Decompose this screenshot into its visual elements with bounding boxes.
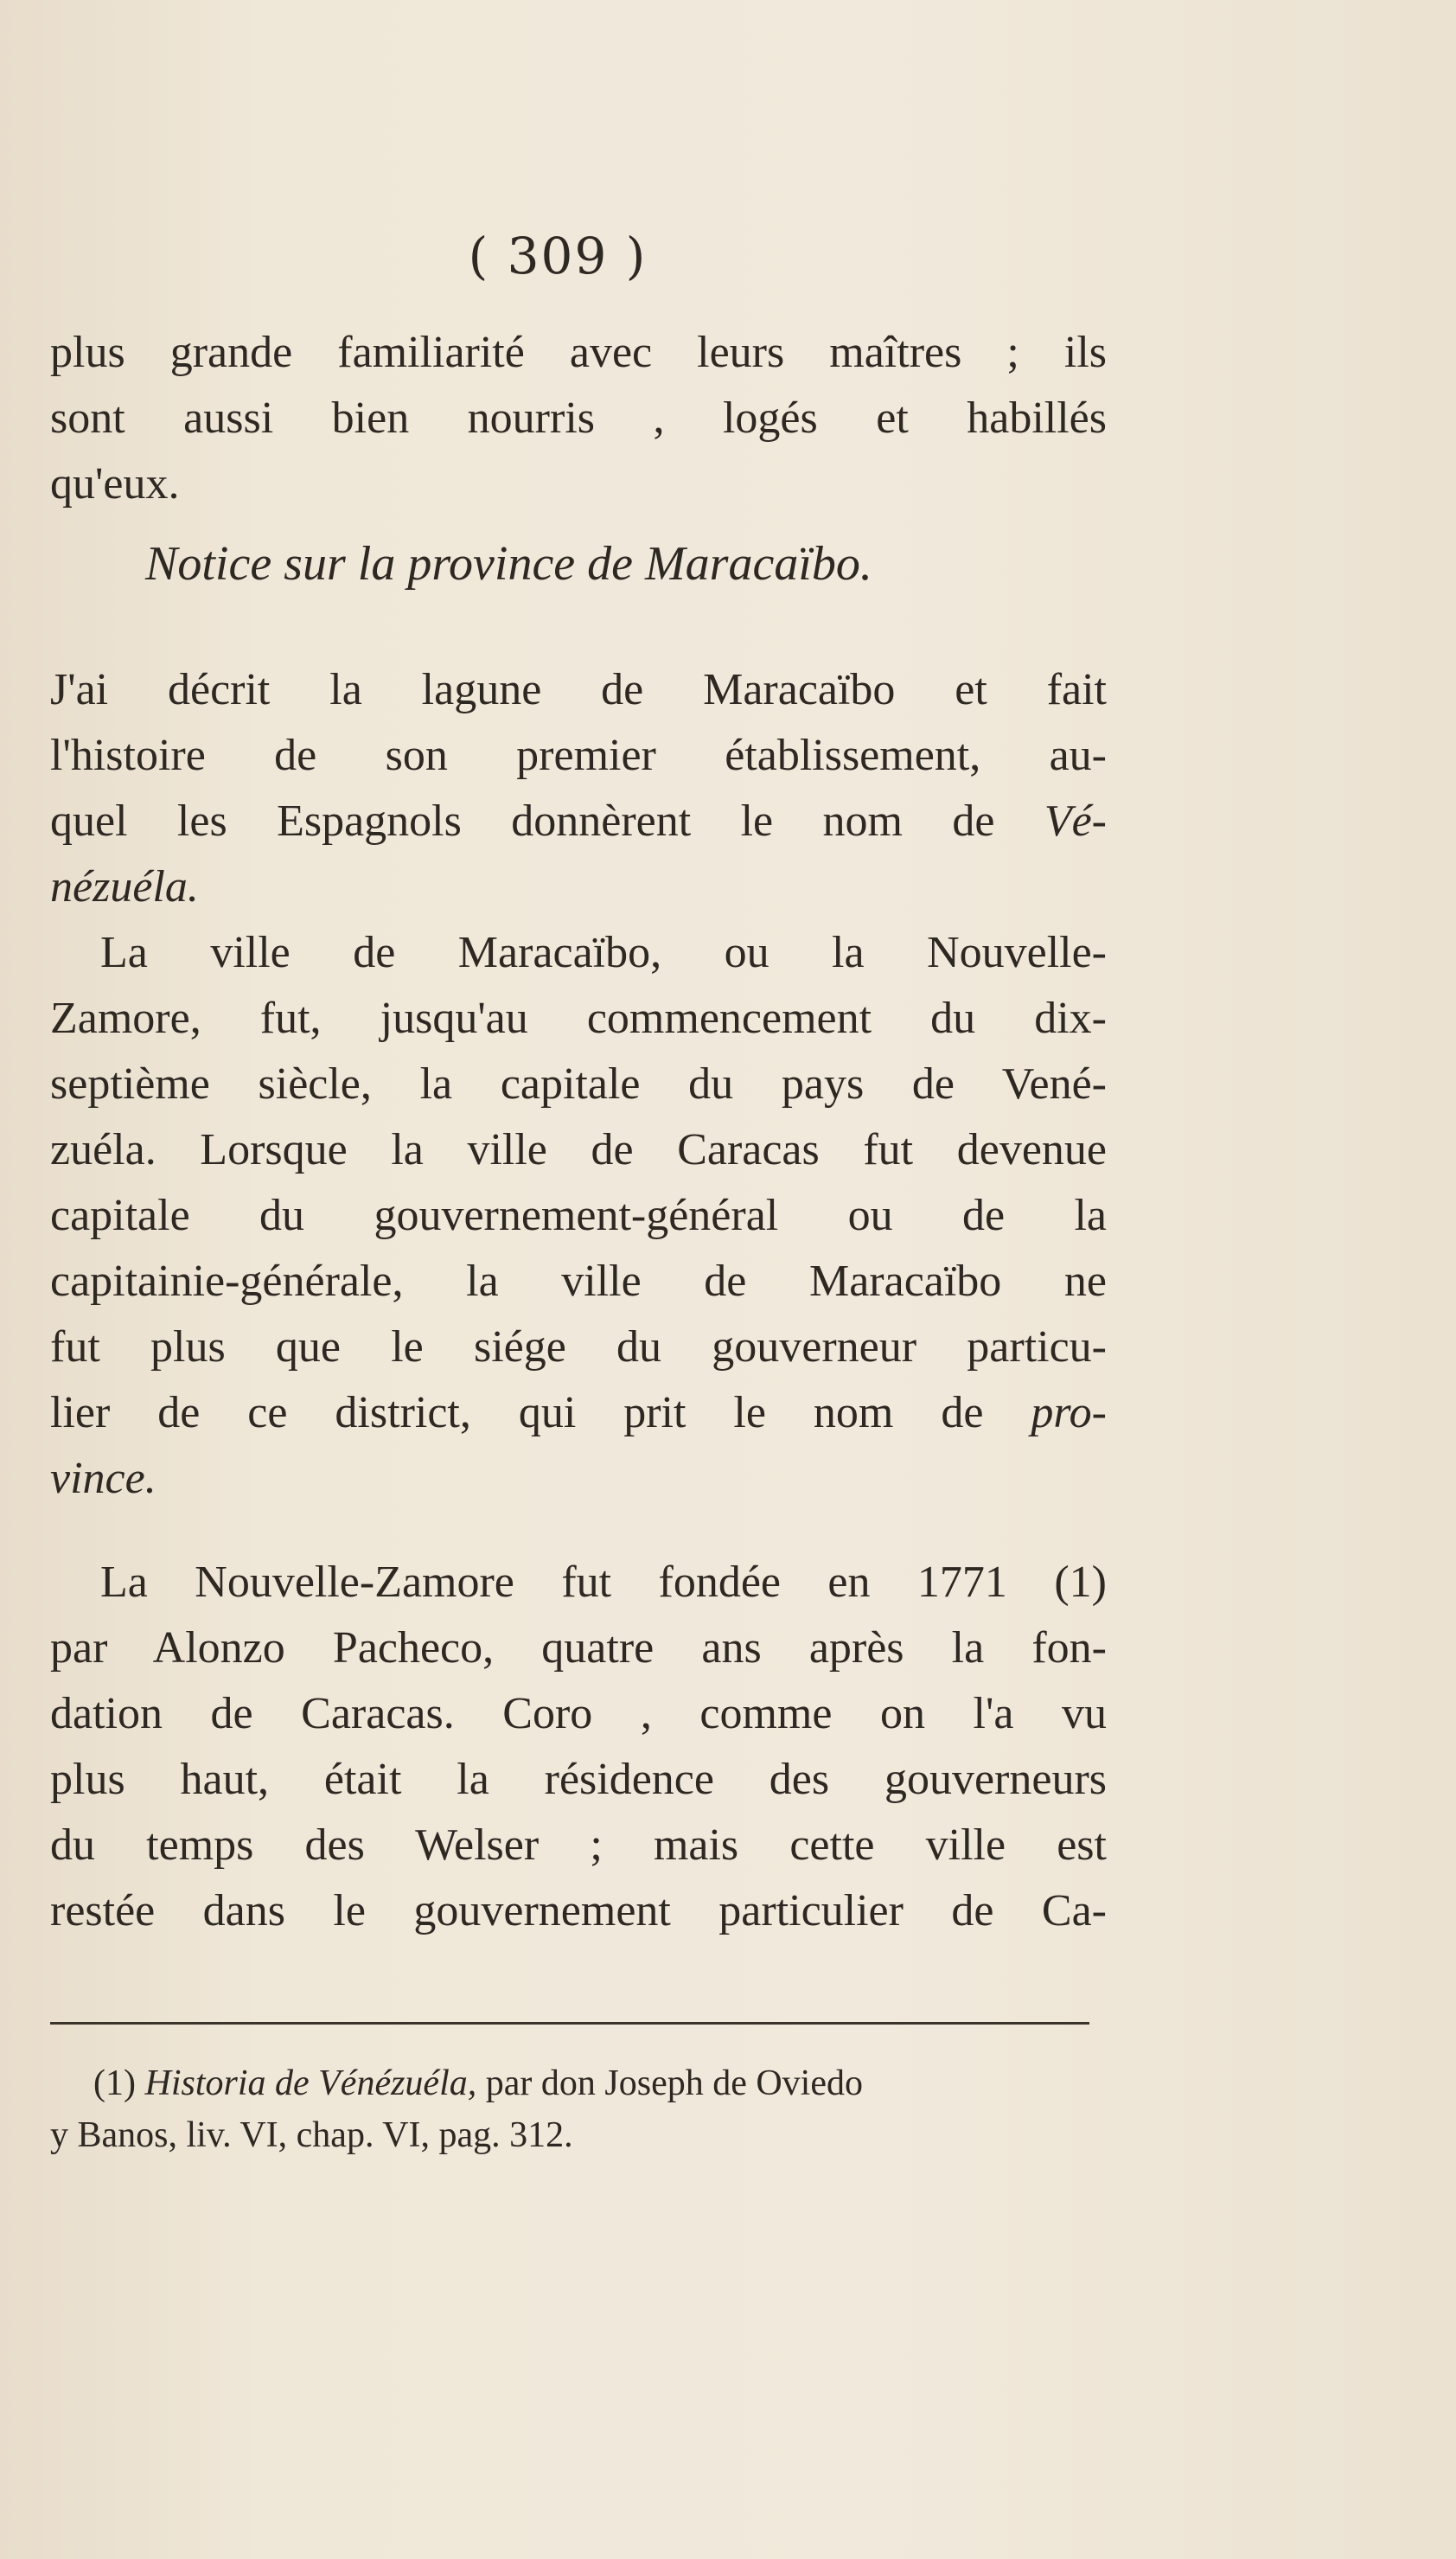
text-line: plus haut, était la résidence des gouverneurs [50,1755,1107,1804]
text-line [50,789,1107,854]
text-line: capitainie-générale, la ville de Maracaïbo ne [50,1257,1107,1306]
footnote-line [50,2058,1105,2108]
text-line: fut plus que le siége du gouverneur particu- [50,1322,1107,1372]
text-line: qu'eux. [50,459,180,509]
text-line: La Nouvelle-Zamore fut fondée en 1771 (1) [100,1558,1107,1607]
text-line: septième siècle, la capitale du pays de Vené- [50,1059,1107,1109]
text-fragment: quel les Espagnols donnèrent le nom de [50,796,1044,846]
text-line: J'ai décrit la lagune de Maracaïbo et fait [50,665,1107,714]
text-line: zuéla. Lorsque la ville de Caracas fut devenue [50,1125,1107,1174]
footnote-text: par don Joseph de Oviedo [476,2063,863,2103]
section-title: Notice sur la province de Maracaïbo. [145,537,872,591]
text-line: La ville de Maracaïbo, ou la Nouvelle- [100,928,1107,977]
page-number: ( 309 ) [468,227,648,285]
text-line: restée dans le gouvernement particulier de Ca- [50,1886,1107,1935]
text-line [50,1380,1107,1446]
text-line: nézuéla. [50,862,199,912]
text-line: du temps des Welser ; mais cette ville est [50,1820,1107,1870]
footnote-divider [50,2022,1089,2025]
text-fragment: lier de ce district, qui prit le nom de [50,1388,1031,1437]
footnote-title: Historia de Vénézuéla, [144,2063,477,2103]
footnote-line: y Banos, liv. VI, chap. VI, pag. 312. [50,2115,573,2155]
text-line: Zamore, fut, jusqu'au commencement du dix- [50,994,1107,1043]
text-line: l'histoire de son premier établissement, au- [50,731,1107,780]
text-line: dation de Caracas. Coro , comme on l'a vu [50,1689,1107,1738]
text-line: par Alonzo Pacheco, quatre ans après la fon- [50,1623,1107,1673]
italic-fragment: Vé- [1044,796,1107,846]
text-line: sont aussi bien nourris , logés et habillés [50,393,1107,443]
text-line: plus grande familiarité avec leurs maîtres ; ils [50,328,1107,377]
text-line: capitale du gouvernement-général ou de la [50,1191,1107,1240]
footnote-marker: (1) [93,2063,145,2103]
italic-fragment: pro- [1031,1388,1107,1437]
text-line: vince. [50,1454,156,1503]
